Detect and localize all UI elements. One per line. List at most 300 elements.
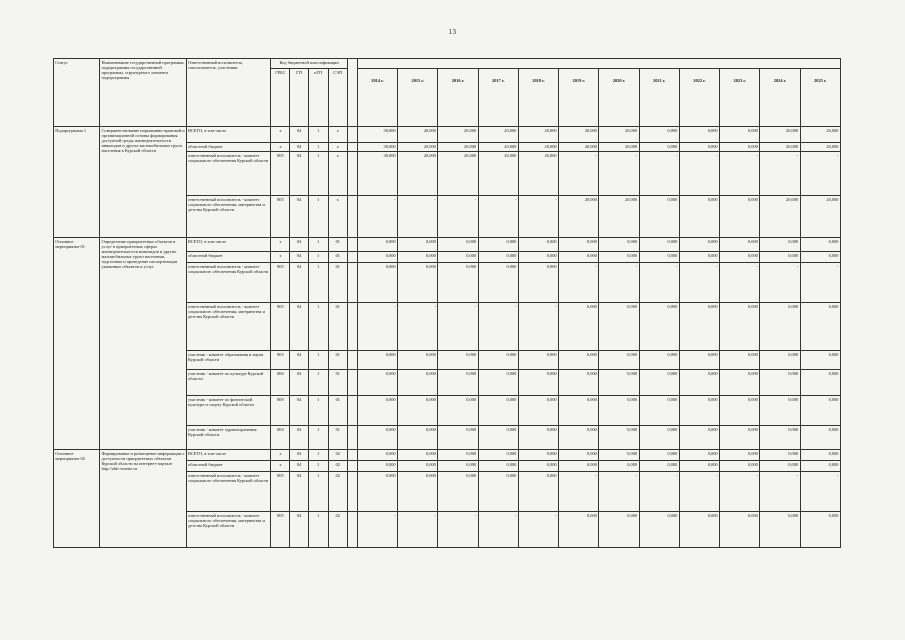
value-cell: 0,000 — [679, 252, 719, 263]
value-cell: 0,000 — [599, 512, 639, 548]
value-cell: 0,000 — [720, 351, 760, 370]
code-cell: х — [271, 450, 290, 461]
value-cell: - — [478, 303, 518, 351]
code-cell: 01 — [328, 263, 347, 303]
spacer-cell — [347, 512, 357, 548]
value-cell: 0,000 — [599, 461, 639, 472]
header-year: 2015 г. — [398, 69, 438, 127]
value-cell: 0,000 — [518, 461, 558, 472]
element-name-cell: Формирование и размещение информации о доступности приоритетных объектов Курской области на интернет-портале http://zhit-vmeste.ru — [100, 450, 187, 548]
code-cell: х — [271, 143, 290, 152]
header-year: 2020 г. — [599, 69, 639, 127]
spacer-cell — [347, 196, 357, 238]
value-cell: 0,000 — [720, 303, 760, 351]
value-cell: 0,000 — [478, 426, 518, 450]
value-cell: 0,000 — [398, 351, 438, 370]
value-cell: - — [398, 512, 438, 548]
value-cell: 0,000 — [559, 252, 599, 263]
value-cell: 0,000 — [478, 396, 518, 426]
value-cell: 0,000 — [357, 450, 397, 461]
code-cell: х — [328, 127, 347, 143]
value-cell: - — [357, 196, 397, 238]
value-cell: 0,000 — [599, 370, 639, 396]
code-cell: 01 — [328, 351, 347, 370]
value-cell: 0,000 — [760, 426, 800, 450]
header-year: 2021 г. — [639, 69, 679, 127]
value-cell: 0,000 — [720, 143, 760, 152]
value-cell: 0,000 — [599, 351, 639, 370]
code-cell: 1 — [308, 143, 328, 152]
code-cell: 805 — [271, 263, 290, 303]
value-cell: 0,000 — [357, 370, 397, 396]
header-year: 2014 г. — [357, 69, 397, 127]
value-cell: 0,000 — [800, 351, 840, 370]
value-cell: 0,000 — [679, 512, 719, 548]
value-cell: 0,000 — [679, 127, 719, 143]
value-cell: - — [357, 303, 397, 351]
value-cell: 0,000 — [599, 426, 639, 450]
value-cell: 0,000 — [760, 450, 800, 461]
header-year: 2019 г. — [559, 69, 599, 127]
value-cell: 0,000 — [438, 426, 478, 450]
value-cell: - — [478, 196, 518, 238]
executor-cell: участник - комитет образования и науки Курской области — [186, 351, 271, 370]
table-row — [54, 450, 841, 461]
value-cell: 20,000 — [398, 143, 438, 152]
code-cell: 04 — [290, 370, 308, 396]
value-cell: 0,000 — [720, 450, 760, 461]
code-cell: 1 — [308, 152, 328, 196]
value-cell: - — [559, 152, 599, 196]
executor-cell: ответственный исполнитель - комитет социального обеспечения Курской области — [186, 472, 271, 512]
value-cell: 0,000 — [599, 450, 639, 461]
value-cell: 0,000 — [559, 512, 599, 548]
value-cell: 0,000 — [438, 238, 478, 252]
executor-cell: областной бюджет — [186, 252, 271, 263]
value-cell: 0,000 — [398, 252, 438, 263]
value-cell: 0,000 — [639, 196, 679, 238]
value-cell: 0,000 — [720, 238, 760, 252]
table-row — [54, 127, 841, 143]
value-cell: 20,000 — [398, 127, 438, 143]
value-cell: 0,000 — [760, 252, 800, 263]
value-cell: 0,000 — [398, 396, 438, 426]
spacer-cell — [347, 396, 357, 426]
header-year: 2024 г. — [760, 69, 800, 127]
code-cell: 806 — [271, 370, 290, 396]
code-cell: 1 — [308, 472, 328, 512]
header-spacer — [347, 59, 357, 127]
value-cell: 0,000 — [679, 143, 719, 152]
spacer-cell — [347, 127, 357, 143]
value-cell: 0,000 — [800, 238, 840, 252]
spacer-cell — [347, 351, 357, 370]
value-cell: 0,000 — [639, 426, 679, 450]
header-year: 2016 г. — [438, 69, 478, 127]
spacer-cell — [347, 472, 357, 512]
code-cell: 04 — [290, 450, 308, 461]
executor-cell: ответственный исполнитель - комитет социального обеспечения Курской области — [186, 263, 271, 303]
value-cell: - — [398, 303, 438, 351]
value-cell: 20,000 — [599, 196, 639, 238]
code-cell: 1 — [308, 127, 328, 143]
value-cell: 0,000 — [639, 396, 679, 426]
value-cell: 0,000 — [438, 461, 478, 472]
header-code-pgp: пГП — [308, 69, 328, 127]
value-cell: 20,000 — [760, 127, 800, 143]
value-cell: - — [639, 152, 679, 196]
status-cell: Основное мероприятие 02 — [54, 450, 100, 548]
value-cell: 0,000 — [639, 450, 679, 461]
code-cell: 1 — [308, 512, 328, 548]
header-code-gp: ГП — [290, 69, 308, 127]
value-cell: - — [599, 152, 639, 196]
header-year: 2022 г. — [679, 69, 719, 127]
value-cell: 20,000 — [760, 196, 800, 238]
value-cell: 0,000 — [559, 426, 599, 450]
value-cell: 0,000 — [559, 370, 599, 396]
value-cell: 0,000 — [438, 396, 478, 426]
value-cell: 0,000 — [760, 461, 800, 472]
header-name: Наименование государственной программы, подпрограммы государственной программы, структурного элемента подпрограммы — [100, 59, 187, 127]
value-cell: 0,000 — [357, 263, 397, 303]
value-cell: 20,000 — [438, 143, 478, 152]
value-cell: 20,000 — [478, 143, 518, 152]
value-cell: 0,000 — [760, 303, 800, 351]
value-cell: - — [679, 472, 719, 512]
value-cell: 0,000 — [518, 426, 558, 450]
value-cell: 0,000 — [357, 461, 397, 472]
value-cell: 0,000 — [639, 461, 679, 472]
value-cell: 0,000 — [639, 303, 679, 351]
value-cell: 0,000 — [357, 238, 397, 252]
value-cell: - — [357, 512, 397, 548]
value-cell: 0,000 — [398, 426, 438, 450]
header-code-grbs: ГРБС — [271, 69, 290, 127]
value-cell: 0,000 — [720, 426, 760, 450]
spacer-cell — [347, 152, 357, 196]
value-cell: 0,000 — [357, 426, 397, 450]
value-cell: 0,000 — [720, 196, 760, 238]
value-cell: 0,000 — [679, 303, 719, 351]
header-executor: Ответственный исполнитель, соисполнитель, участники — [186, 59, 271, 127]
value-cell: 0,000 — [800, 461, 840, 472]
code-cell: х — [328, 196, 347, 238]
page-number: 13 — [448, 28, 457, 36]
code-cell: 805 — [271, 512, 290, 548]
code-cell: 804 — [271, 426, 290, 450]
code-cell: 01 — [328, 303, 347, 351]
value-cell: 0,000 — [720, 461, 760, 472]
value-cell: 0,000 — [599, 396, 639, 426]
value-cell: 0,000 — [518, 351, 558, 370]
value-cell: 0,000 — [760, 396, 800, 426]
value-cell: - — [720, 152, 760, 196]
value-cell: 0,000 — [518, 238, 558, 252]
value-cell: 20,000 — [398, 152, 438, 196]
value-cell: 20,000 — [559, 143, 599, 152]
value-cell: 0,000 — [720, 370, 760, 396]
table-body — [54, 127, 841, 548]
value-cell: 20,000 — [478, 152, 518, 196]
code-cell: 803 — [271, 351, 290, 370]
value-cell: 0,000 — [518, 263, 558, 303]
executor-cell: областной бюджет — [186, 461, 271, 472]
element-name-cell: Определение приоритетных объектов и услуг в приоритетных сферах жизнедеятельности инвалидов и других маломобильных групп населения, подготовка и проведение паспортизации указанных объектов и услуг — [100, 238, 187, 450]
value-cell: - — [760, 263, 800, 303]
value-cell: 20,000 — [800, 127, 840, 143]
value-cell: 0,000 — [639, 512, 679, 548]
value-cell: 0,000 — [438, 472, 478, 512]
spacer-cell — [347, 426, 357, 450]
budget-table-sheet — [53, 58, 841, 578]
value-cell: 0,000 — [679, 461, 719, 472]
code-cell: 04 — [290, 351, 308, 370]
value-cell: 0,000 — [679, 370, 719, 396]
value-cell: 20,000 — [518, 143, 558, 152]
value-cell: - — [559, 472, 599, 512]
value-cell: 0,000 — [639, 252, 679, 263]
value-cell: 0,000 — [478, 238, 518, 252]
code-cell: 01 — [328, 396, 347, 426]
value-cell: 20,000 — [559, 196, 599, 238]
header-year: 2025 г. — [800, 69, 840, 127]
value-cell: 0,000 — [800, 303, 840, 351]
value-cell: 0,000 — [720, 127, 760, 143]
value-cell: 20,000 — [478, 127, 518, 143]
code-cell: 04 — [290, 303, 308, 351]
value-cell: 0,000 — [559, 351, 599, 370]
value-cell: - — [760, 472, 800, 512]
executor-cell: участник - комитет по физической культуре и спорту Курской области — [186, 396, 271, 426]
executor-cell: ВСЕГО, в том числе — [186, 450, 271, 461]
code-cell: х — [271, 252, 290, 263]
value-cell: - — [599, 263, 639, 303]
value-cell: 0,000 — [800, 370, 840, 396]
value-cell: 20,000 — [438, 152, 478, 196]
value-cell: 20,000 — [518, 127, 558, 143]
status-cell: Основное мероприятие 01 — [54, 238, 100, 450]
spacer-cell — [347, 252, 357, 263]
value-cell: 0,000 — [478, 461, 518, 472]
code-cell: 805 — [271, 472, 290, 512]
code-cell: 1 — [308, 263, 328, 303]
executor-cell: ответственный исполнитель - комитет социального обеспечения, материнства и детства Курской области — [186, 303, 271, 351]
value-cell: 0,000 — [720, 396, 760, 426]
value-cell: 0,000 — [438, 351, 478, 370]
value-cell: 20,000 — [800, 143, 840, 152]
value-cell: 0,000 — [720, 512, 760, 548]
code-cell: 01 — [328, 238, 347, 252]
code-cell: х — [271, 238, 290, 252]
value-cell: 0,000 — [357, 351, 397, 370]
code-cell: 02 — [328, 512, 347, 548]
value-cell: - — [518, 303, 558, 351]
code-cell: 04 — [290, 252, 308, 263]
code-cell: 1 — [308, 461, 328, 472]
code-cell: 04 — [290, 426, 308, 450]
value-cell: - — [478, 512, 518, 548]
code-cell: 04 — [290, 238, 308, 252]
value-cell: - — [438, 512, 478, 548]
code-cell: 04 — [290, 152, 308, 196]
executor-cell: ответственный исполнитель - комитет социального обеспечения, материнства и детства Курской области — [186, 512, 271, 548]
value-cell: - — [639, 472, 679, 512]
value-cell: 0,000 — [679, 196, 719, 238]
executor-cell: участник - комитет по культуре Курской области — [186, 370, 271, 396]
code-cell: 01 — [328, 370, 347, 396]
value-cell: 0,000 — [800, 426, 840, 450]
executor-cell: ответственный исполнитель - комитет социального обеспечения, материнства и детства Курской области — [186, 196, 271, 238]
header-years-top — [357, 59, 840, 69]
value-cell: 0,000 — [438, 252, 478, 263]
value-cell: - — [800, 152, 840, 196]
value-cell: 20,000 — [438, 127, 478, 143]
value-cell: 0,000 — [679, 450, 719, 461]
spacer-cell — [347, 461, 357, 472]
code-cell: 1 — [308, 370, 328, 396]
value-cell: 0,000 — [639, 370, 679, 396]
value-cell: 0,000 — [599, 238, 639, 252]
value-cell: - — [720, 472, 760, 512]
value-cell: - — [679, 263, 719, 303]
spacer-cell — [347, 450, 357, 461]
spacer-cell — [347, 143, 357, 152]
code-cell: 1 — [308, 450, 328, 461]
value-cell: 0,000 — [518, 472, 558, 512]
executor-cell: участник - комитет здравоохранения Курской области — [186, 426, 271, 450]
value-cell: 30,000 — [357, 152, 397, 196]
header-year: 2023 г. — [720, 69, 760, 127]
value-cell: 0,000 — [720, 252, 760, 263]
code-cell: х — [328, 152, 347, 196]
value-cell: 0,000 — [760, 370, 800, 396]
value-cell: - — [720, 263, 760, 303]
value-cell: - — [760, 152, 800, 196]
value-cell: - — [599, 472, 639, 512]
value-cell: 0,000 — [679, 351, 719, 370]
code-cell: 1 — [308, 196, 328, 238]
value-cell: 0,000 — [478, 263, 518, 303]
value-cell: - — [800, 472, 840, 512]
budget-table — [53, 58, 841, 548]
value-cell: 20,000 — [800, 196, 840, 238]
value-cell: 0,000 — [800, 450, 840, 461]
value-cell: 0,000 — [679, 396, 719, 426]
value-cell: 0,000 — [518, 396, 558, 426]
element-name-cell: Совершенствование нормативно-правовой и организационной основы формирования доступной среды жизнедеятельности инвалидов и других маломобильных групп населения в Курской области — [100, 127, 187, 238]
value-cell: 0,000 — [760, 351, 800, 370]
header-year: 2017 г. — [478, 69, 518, 127]
value-cell: 0,000 — [639, 238, 679, 252]
value-cell: - — [559, 263, 599, 303]
value-cell: 0,000 — [800, 512, 840, 548]
value-cell: 0,000 — [559, 450, 599, 461]
value-cell: 0,000 — [478, 252, 518, 263]
code-cell: 04 — [290, 127, 308, 143]
value-cell: 0,000 — [800, 252, 840, 263]
value-cell: 0,000 — [518, 450, 558, 461]
value-cell: 0,000 — [559, 238, 599, 252]
value-cell: 20,000 — [760, 143, 800, 152]
executor-cell: ВСЕГО, в том числе — [186, 127, 271, 143]
header-row-1 — [54, 59, 841, 69]
code-cell: 02 — [328, 450, 347, 461]
value-cell: 0,000 — [800, 396, 840, 426]
value-cell: - — [438, 196, 478, 238]
code-cell: х — [271, 127, 290, 143]
value-cell: 0,000 — [478, 370, 518, 396]
executor-cell: ВСЕГО, в том числе — [186, 238, 271, 252]
value-cell: 20,000 — [599, 127, 639, 143]
value-cell: 0,000 — [599, 252, 639, 263]
code-cell: 809 — [271, 396, 290, 426]
code-cell: 04 — [290, 472, 308, 512]
code-cell: 1 — [308, 303, 328, 351]
value-cell: 0,000 — [398, 461, 438, 472]
value-cell: - — [639, 263, 679, 303]
value-cell: 0,000 — [357, 252, 397, 263]
value-cell: - — [679, 152, 719, 196]
value-cell: 30,000 — [357, 143, 397, 152]
code-cell: 04 — [290, 196, 308, 238]
code-cell: 805 — [271, 303, 290, 351]
code-cell: 04 — [290, 396, 308, 426]
code-cell: 02 — [328, 472, 347, 512]
code-cell: 04 — [290, 263, 308, 303]
value-cell: 0,000 — [559, 461, 599, 472]
code-cell: 1 — [308, 426, 328, 450]
value-cell: 0,000 — [357, 396, 397, 426]
value-cell: - — [398, 196, 438, 238]
value-cell: 0,000 — [398, 238, 438, 252]
code-cell: 805 — [271, 196, 290, 238]
code-cell: 02 — [328, 461, 347, 472]
value-cell: 0,000 — [438, 450, 478, 461]
header-year: 2018 г. — [518, 69, 558, 127]
value-cell: 0,000 — [760, 512, 800, 548]
executor-cell: областной бюджет — [186, 143, 271, 152]
value-cell: - — [518, 196, 558, 238]
value-cell: 0,000 — [478, 450, 518, 461]
value-cell: 0,000 — [398, 370, 438, 396]
value-cell: - — [438, 303, 478, 351]
code-cell: 04 — [290, 461, 308, 472]
value-cell: - — [800, 263, 840, 303]
value-cell: 20,000 — [559, 127, 599, 143]
header-code-title: Код бюджетной классификации — [271, 59, 347, 69]
code-cell: 04 — [290, 143, 308, 152]
code-cell: 1 — [308, 396, 328, 426]
value-cell: 0,000 — [398, 472, 438, 512]
value-cell: 20,000 — [599, 143, 639, 152]
code-cell: х — [328, 143, 347, 152]
code-cell: х — [271, 461, 290, 472]
value-cell: 0,000 — [679, 238, 719, 252]
header-code-sep: СЭП — [328, 69, 347, 127]
value-cell: 0,000 — [599, 303, 639, 351]
value-cell: 0,000 — [639, 143, 679, 152]
table-row — [54, 238, 841, 252]
code-cell: 1 — [308, 252, 328, 263]
value-cell: 0,000 — [760, 238, 800, 252]
code-cell: 01 — [328, 426, 347, 450]
value-cell: 30,000 — [357, 127, 397, 143]
value-cell: 0,000 — [478, 472, 518, 512]
code-cell: 805 — [271, 152, 290, 196]
spacer-cell — [347, 238, 357, 252]
spacer-cell — [347, 370, 357, 396]
